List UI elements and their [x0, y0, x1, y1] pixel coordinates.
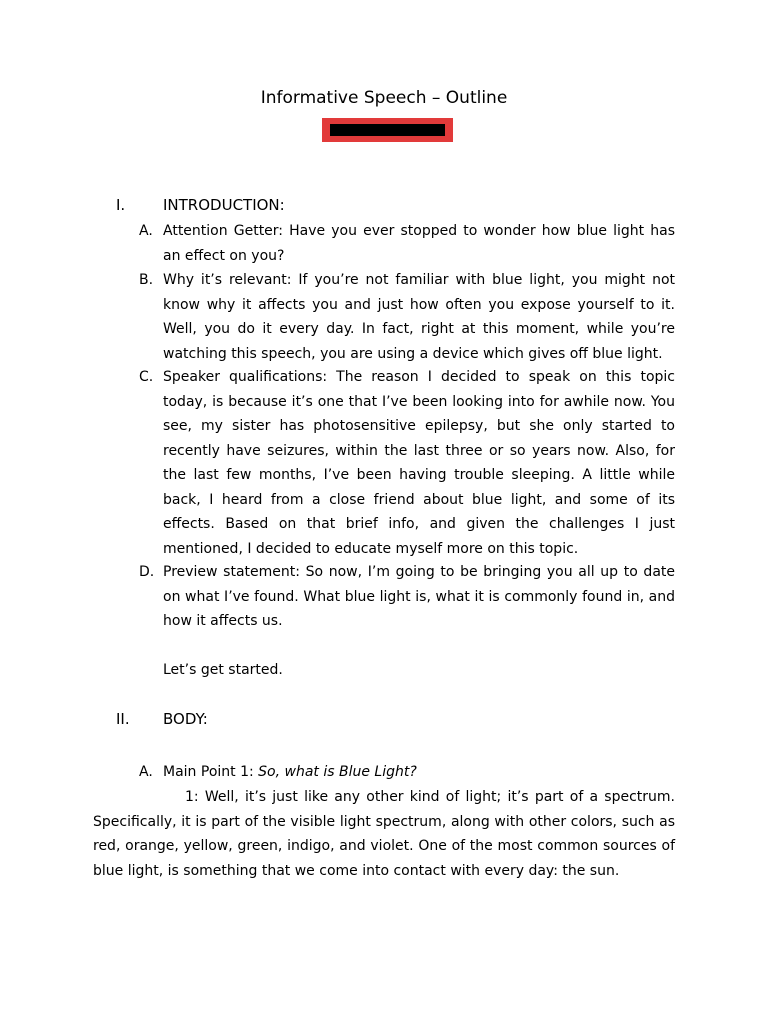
item-text: Attention Getter: Have you ever stopped to wonder how blue light has an effect on you? — [163, 223, 675, 264]
section-heading: INTRODUCTION: — [163, 196, 285, 214]
item-letter: A. — [139, 223, 153, 239]
lets-get-started-text: Let’s get started. — [163, 662, 283, 678]
intro-item-preview-statement — [139, 560, 675, 634]
item-text — [163, 760, 675, 785]
section-heading: BODY: — [163, 710, 208, 728]
redaction-bar — [330, 124, 445, 136]
intro-item-relevance — [139, 268, 675, 366]
item-letter: A. — [139, 764, 153, 780]
main-point-label: Main Point 1: — [163, 764, 259, 780]
body-item-main-point-1 — [139, 760, 675, 785]
document-title: Informative Speech – Outline — [260, 88, 508, 108]
item-letter: D. — [139, 564, 155, 580]
item-text: Why it’s relevant: If you’re not familiar with blue light, you might not know why it affects you and just how often you expose yourself to it. Well, you do it every day. In fact, right at this moment, while you’re watching this speech, you are using a device which gives off blue light. — [163, 272, 675, 362]
main-point-question: So, what is Blue Light? — [258, 764, 417, 780]
item-text: Speaker qualifications: The reason I decided to speak on this topic today, is because it’s one that I’ve been looking into for awhile now. You see, my sister has photosensitive epilepsy, but she only started to recently have seizures, within the last three or so years now. Also, for the last few months, I’ve been having trouble sleeping. A little while back, I heard from a close friend about blue light, and some of its effects. Based on that brief info, and given the challenges I just mentioned, I decided to educate myself more on this topic. — [163, 369, 675, 557]
body-paragraph: 1: Well, it’s just like any other kind of light; it’s part of a spectrum. Specifically, it is part of the visible light spectrum, along with other colors, such as red, orange, yellow, green, indigo, and violet. One of the most common sources of blue light, is something that we come into contact with every day: the sun. — [93, 789, 675, 879]
item-text: Preview statement: So now, I’m going to be bringing you all up to date on what I’ve found. What blue light is, what it is commonly found in, and how it affects us. — [163, 564, 675, 629]
intro-item-attention-getter — [139, 219, 675, 268]
redacted-name-box — [322, 118, 453, 142]
section-numeral: I. — [116, 196, 126, 214]
section-numeral: II. — [116, 710, 130, 728]
item-letter: B. — [139, 272, 154, 288]
intro-item-speaker-qualifications — [139, 365, 675, 561]
item-letter: C. — [139, 369, 154, 385]
